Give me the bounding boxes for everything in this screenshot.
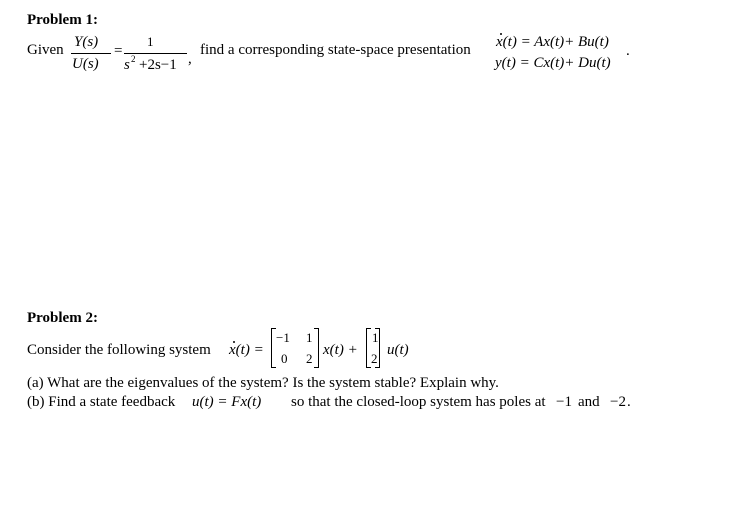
pole-1: −1	[556, 394, 572, 410]
rhs-denominator-exponent: 2	[131, 54, 136, 64]
system-lhs: x(t) =	[229, 342, 264, 358]
matrix-a-21: 0	[281, 351, 288, 366]
transfer-denominator: U(s)	[72, 56, 99, 72]
part-b-end: .	[627, 394, 631, 410]
state-equation: x(t) = Ax(t)+ Bu(t)	[496, 34, 609, 50]
problem1-sentence: find a corresponding state-space presentation	[200, 42, 471, 58]
matrix-a-11: −1	[276, 330, 290, 345]
matrix-a-12: 1	[306, 330, 313, 345]
input-term: u(t)	[387, 342, 409, 358]
equations-period: .	[626, 43, 630, 59]
vector-b-2: 2	[371, 351, 378, 366]
problem2-intro: Consider the following system	[27, 342, 211, 358]
state-term: x(t) +	[323, 342, 358, 358]
rhs-numerator: 1	[147, 34, 154, 49]
fraction-comma: ,	[188, 51, 192, 67]
and-word: and	[578, 394, 600, 410]
vector-b-1: 1	[372, 330, 379, 345]
given-label: Given	[27, 42, 64, 58]
part-b-prefix: (b) Find a state feedback	[27, 394, 176, 410]
transfer-numerator: Y(s)	[74, 34, 99, 50]
matrix-a-22: 2	[306, 351, 313, 366]
transfer-equals: =	[114, 43, 123, 59]
transfer-fraction-bar	[71, 53, 111, 54]
part-a-text: (a) What are the eigenvalues of the system? Is the system stable? Explain why.	[27, 375, 499, 391]
pole-2: −2	[610, 394, 626, 410]
rhs-denominator-s: s	[124, 57, 130, 73]
feedback-formula: u(t) = Fx(t)	[192, 394, 262, 410]
problem1-heading: Problem 1:	[27, 12, 98, 28]
output-equation: y(t) = Cx(t)+ Du(t)	[495, 55, 611, 71]
vector-b-right-bracket	[375, 328, 380, 368]
rhs-denominator-rest: +2s−1	[139, 57, 177, 73]
part-b-suffix: so that the closed-loop system has poles at	[291, 394, 546, 410]
problem2-heading: Problem 2:	[27, 310, 98, 326]
matrix-a-right-bracket	[314, 328, 319, 368]
